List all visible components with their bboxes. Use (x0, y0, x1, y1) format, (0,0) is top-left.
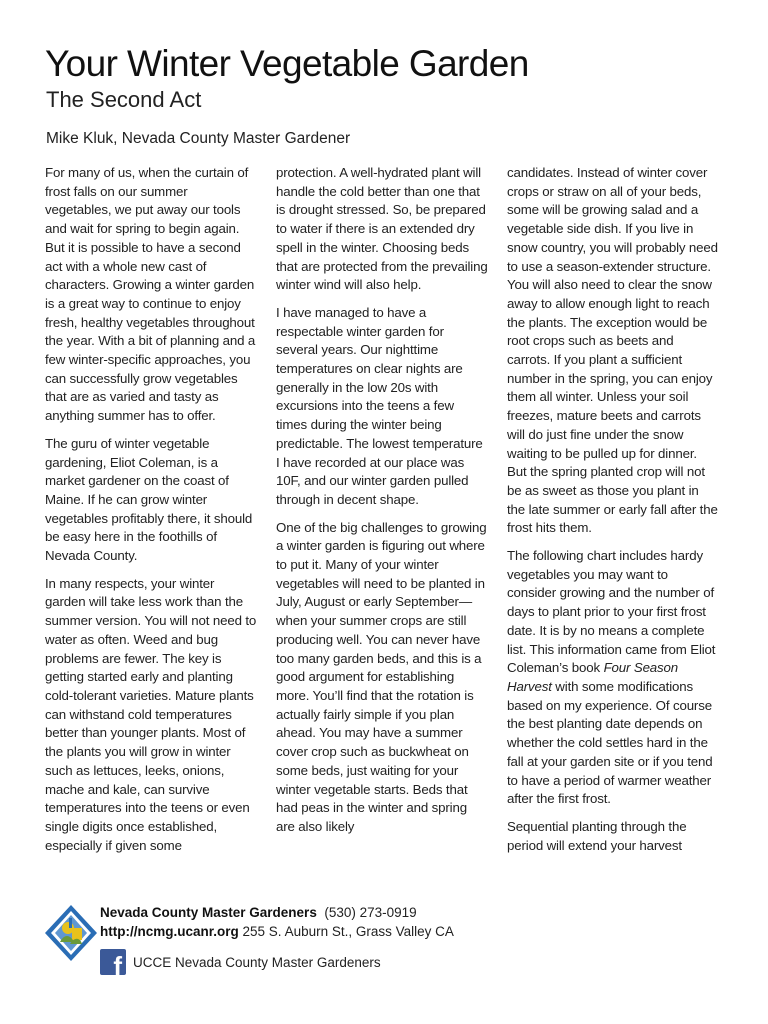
phone-number: (530) 273-0919 (324, 905, 417, 920)
paragraph: One of the big challenges to growing a winter garden is figuring out where to put it. Many of your winter vegetables will need to be planted in July, August or early September—when your summer crops are still producing well. You can never have too many garden beds, and this is a good argument for establishing more. You’ll find that the rotation is actually fairly simple if you plan ahead. You may have a summer cover crop such as buckwheat on some beds, just waiting for your winter vegetable starts. Beds that had peas in the winter and spring are also likely (276, 519, 487, 834)
paragraph: candidates. Instead of winter cover crops or straw on all of your beds, some will be growing salad and a vegetable side dish. If you live in snow country, you will probably need to use a season-extender structure. You will also need to clear the snow away to allow enough light to reach the plants. The exception would be root crops such as beets and carrots. If you plant a sufficient number in the spring, you can enjoy them all winter. Unless your soil freezes, mature beets and carrots will do just fine under the snow waiting to be pulled up for dinner. But the spring planted crop will not be as sweet as those you plant in the late summer or early fall after the frost hits them. (507, 165, 718, 536)
footer (44, 900, 724, 1000)
org-name: Nevada County Master Gardeners (100, 905, 317, 920)
paragraph (507, 547, 719, 809)
paragraph: Sequential planting through the period will extend your harvest (507, 818, 687, 853)
text-column-1 (45, 164, 257, 864)
text-column-3 (507, 164, 719, 864)
paragraph: In many respects, your winter garden will take less work than the summer version. You will not need to water as often. Weed and bug problems are fewer. The key is getting started early and planting cold-tolerant varieties. Mature plants can withstand cold temperatures better than younger plants. Most of the plants you will grow in winter such as lettuces, leeks, onions, mache and kale, can survive temperatures into the teens or even single digits once established, especially if given some (45, 575, 257, 853)
org-web-line (100, 923, 454, 941)
facebook-icon[interactable] (100, 949, 126, 975)
article-subtitle: The Second Act (46, 87, 202, 112)
author-byline: Mike Kluk, Nevada County Master Gardener (46, 130, 351, 147)
street-address: 255 S. Auburn St., Grass Valley CA (242, 924, 454, 939)
website-link[interactable]: http://ncmg.ucanr.org (100, 924, 239, 939)
paragraph: I have managed to have a respectable winter garden for several years. Our nighttime temperatures on clear nights are generally in the low 20s with excursions into the teens a few times during the winter being predictable. The lowest temperature I have recorded at our place was 10F, and our winter garden pulled through in decent shape. (276, 304, 483, 507)
paragraph: protection. A well-hydrated plant will handle the cold better than one that is drought stressed. So, be prepared to water if there is an extended dry spell in the winter. Choosing beds that are protected from the prevailing winter wind will also help. (276, 165, 488, 293)
paragraph-text: with some modifications based on my experience. Of course the best planting date depends on whether the cold settles hard in the fall at your garden site or if you tend to have a period of warmer weather after the first frost. (507, 678, 713, 807)
facebook-page-label[interactable]: UCCE Nevada County Master Gardeners (133, 955, 381, 970)
paragraph-text: The following chart includes hardy vegetables you may want to consider growing and the number of days to plant prior to your first frost date. It is by no means a complete list. This information came from Eliot Coleman’s book (507, 548, 716, 676)
paragraph: For many of us, when the curtain of frost falls on our summer vegetables, we put away our tools and wait for spring to begin again. But it is possible to have a second act with a whole new cast of characters. Growing a winter garden is a great way to continue to enjoy fresh, healthy vegetables throughout the year. With a bit of planning and a few winter-specific approaches, you can successfully grow vegetables that are as varied and tasty as anything summer has to offer. (45, 165, 256, 424)
book-title: Four Season Harvest (507, 660, 679, 694)
paragraph: The guru of winter vegetable gardening, Eliot Coleman, is a market gardener on the coast of Maine. If he can grow winter vegetables profitably there, it should be easy here in the foothills of Nevada County. (45, 435, 253, 564)
text-column-2 (276, 164, 488, 846)
article-title: Your Winter Vegetable Garden (45, 43, 529, 84)
facebook-glyph: f (113, 951, 122, 975)
org-contact-line (100, 904, 417, 922)
master-gardener-logo-icon (44, 904, 98, 962)
